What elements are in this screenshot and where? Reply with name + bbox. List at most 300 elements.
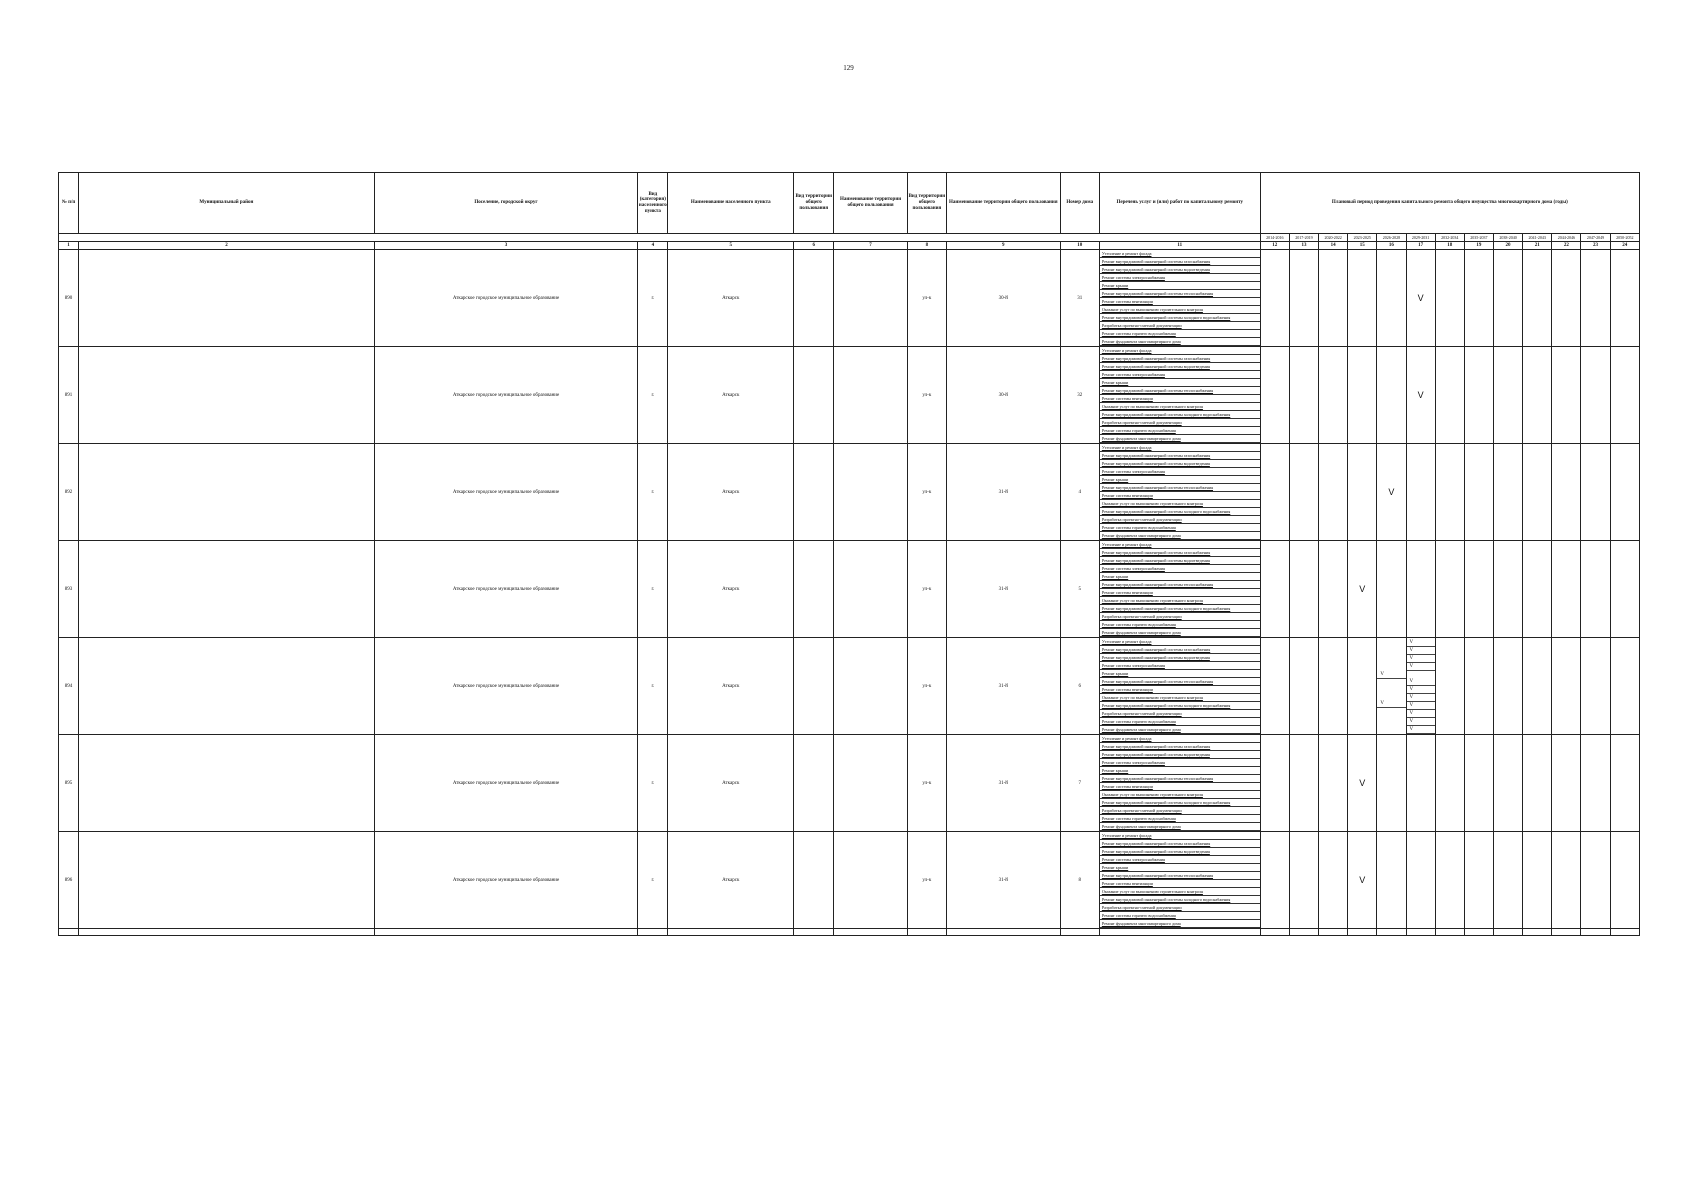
settlement-cell: Аткарское городское муниципальное образование <box>374 250 637 347</box>
work-item: Ремонт системы вентиляции <box>1100 880 1260 888</box>
work-period-mark: V <box>1407 726 1435 734</box>
row-number: 890 <box>59 250 79 347</box>
plan-period-cell <box>1348 735 1377 832</box>
plan-period-cell <box>1464 444 1493 541</box>
plan-period-cell <box>1289 638 1318 735</box>
work-item: Утепление и ремонт фасада <box>1100 541 1260 549</box>
work-item: Ремонт внутридомовой инженерной системы водоотведения <box>1100 848 1260 856</box>
work-item: Ремонт системы вентиляции <box>1100 589 1260 597</box>
work-period-mark <box>1377 715 1405 722</box>
work-period-mark <box>1377 693 1405 700</box>
plan-period-cell <box>1581 250 1610 347</box>
column-number-cell: 3 <box>374 242 637 250</box>
work-item: Ремонт системы вентиляции <box>1100 395 1260 403</box>
territory-name-cell <box>834 638 907 735</box>
work-item: Ремонт крыши <box>1100 282 1260 290</box>
work-item: Ремонт системы вентиляции <box>1100 783 1260 791</box>
work-period-mark: V <box>1407 710 1435 718</box>
continuation-cell <box>1464 929 1493 936</box>
capital-repair-table <box>58 172 1640 936</box>
work-item: Утепление и ремонт фасада <box>1100 832 1260 840</box>
territory-kind-cell <box>794 638 834 735</box>
plan-period-cell <box>1289 444 1318 541</box>
works-list <box>1100 735 1260 831</box>
plan-period-cell <box>1260 444 1289 541</box>
street-name-cell: 31-й <box>946 541 1060 638</box>
work-period-mark: V <box>1407 647 1435 655</box>
plan-period-cell <box>1581 832 1610 929</box>
plan-period-cell <box>1581 541 1610 638</box>
plan-period-cell <box>1348 347 1377 444</box>
street-kind-cell: ул-к <box>907 638 946 735</box>
work-item: Утепление и ремонт фасада <box>1100 638 1260 646</box>
works-list <box>1100 347 1260 443</box>
territory-kind-cell <box>794 541 834 638</box>
plan-period-cell <box>1348 250 1377 347</box>
plan-period-cell <box>1523 347 1552 444</box>
work-period-mark: V <box>1407 639 1435 647</box>
header-territory-name: Наименование территории общего пользования <box>834 173 907 234</box>
plan-period-cell <box>1377 250 1406 347</box>
works-list-cell <box>1099 444 1260 541</box>
year-period-cell: 2047-2049 <box>1581 234 1610 242</box>
district-cell <box>79 347 375 444</box>
work-item: Ремонт внутридомовой инженерной системы теплоснабжения <box>1100 678 1260 686</box>
row-number: 891 <box>59 347 79 444</box>
plan-period-cell <box>1348 638 1377 735</box>
plan-period-cell <box>1523 444 1552 541</box>
plan-period-cell <box>1552 541 1581 638</box>
work-item: Ремонт внутридомовой инженерной системы холодного водоснабжения <box>1100 799 1260 807</box>
continuation-cell <box>1581 929 1610 936</box>
work-item: Ремонт внутридомовой инженерной системы газоснабжения <box>1100 258 1260 266</box>
locality-cell: Аткарск <box>668 541 794 638</box>
plan-period-cell <box>1319 541 1348 638</box>
house-number-cell: 7 <box>1060 735 1099 832</box>
year-period-cell: 2044-2046 <box>1552 234 1581 242</box>
plan-period-cell <box>1406 735 1435 832</box>
plan-period-cell <box>1319 444 1348 541</box>
street-kind-cell: ул-к <box>907 735 946 832</box>
year-period-cell: 2014-2016 <box>1260 234 1289 242</box>
plan-period-cell <box>1610 541 1639 638</box>
settlement-cell: Аткарское городское муниципальное образование <box>374 541 637 638</box>
header-plan-period: Плановый период проведения капитального ремонта общего имущества многоквартирного дома (годы) <box>1260 173 1639 234</box>
column-number-cell: 11 <box>1099 242 1260 250</box>
plan-period-cell <box>1260 735 1289 832</box>
district-cell <box>79 250 375 347</box>
work-item: Ремонт системы электроснабжения <box>1100 759 1260 767</box>
plan-period-cell <box>1552 444 1581 541</box>
work-item: Ремонт системы электроснабжения <box>1100 856 1260 864</box>
work-item: Ремонт системы горячего водоснабжения <box>1100 912 1260 920</box>
work-period-mark <box>1377 664 1405 671</box>
work-period-mark: V <box>1407 663 1435 671</box>
work-item: Ремонт крыши <box>1100 476 1260 484</box>
plan-period-cell <box>1319 735 1348 832</box>
territory-kind-cell <box>794 444 834 541</box>
locality-cell: Аткарск <box>668 832 794 929</box>
work-item: Ремонт системы вентиляции <box>1100 298 1260 306</box>
work-item: Оказание услуг по выполнению строительного контроля <box>1100 597 1260 605</box>
house-number-cell: 8 <box>1060 832 1099 929</box>
work-period-mark <box>1377 679 1405 686</box>
plan-period-cell <box>1377 735 1406 832</box>
plan-period-cell <box>1552 735 1581 832</box>
continuation-cell <box>59 929 79 936</box>
continuation-cell <box>668 929 794 936</box>
plan-period-cell <box>1348 444 1377 541</box>
plan-period-cell <box>1435 638 1464 735</box>
plan-period-cell <box>1435 347 1464 444</box>
capital-repair-table-sheet <box>58 172 1640 936</box>
header-number: № п/п <box>59 173 79 234</box>
plan-period-cell <box>1610 638 1639 735</box>
continuation-cell <box>907 929 946 936</box>
plan-period-cell <box>1289 541 1318 638</box>
house-number-cell: 31 <box>1060 250 1099 347</box>
plan-period-cell <box>1260 347 1289 444</box>
year-period-cell: 2041-2043 <box>1523 234 1552 242</box>
house-number-cell: 5 <box>1060 541 1099 638</box>
row-number: 895 <box>59 735 79 832</box>
header-row <box>59 173 1640 234</box>
work-item: Ремонт крыши <box>1100 670 1260 678</box>
territory-name-cell <box>834 832 907 929</box>
continuation-cell <box>1060 929 1099 936</box>
table-row <box>59 250 1640 347</box>
plan-period-cell <box>1552 250 1581 347</box>
house-number-cell: 32 <box>1060 347 1099 444</box>
years-row <box>59 234 1640 242</box>
territory-kind-cell <box>794 250 834 347</box>
plan-period-cell <box>1464 832 1493 929</box>
plan-period-cell <box>1552 347 1581 444</box>
column-number-cell: 9 <box>946 242 1060 250</box>
continuation-cell <box>1099 929 1260 936</box>
plan-period-split-cell <box>1406 638 1435 735</box>
works-list-cell <box>1099 347 1260 444</box>
continuation-cell <box>946 929 1060 936</box>
plan-period-cell <box>1581 638 1610 735</box>
column-number-cell: 1 <box>59 242 79 250</box>
year-period-cell: 2017-2019 <box>1289 234 1318 242</box>
work-period-mark: V <box>1407 678 1435 686</box>
work-item: Ремонт фундамента многоквартирного дома <box>1100 532 1260 540</box>
column-number-row <box>59 242 1640 250</box>
work-item: Ремонт фундамента многоквартирного дома <box>1100 920 1260 928</box>
column-number-cell: 18 <box>1435 242 1464 250</box>
work-item: Оказание услуг по выполнению строительного контроля <box>1100 888 1260 896</box>
continuation-cell <box>1435 929 1464 936</box>
work-item: Утепление и ремонт фасада <box>1100 250 1260 258</box>
column-number-cell: 4 <box>638 242 668 250</box>
work-item: Ремонт внутридомовой инженерной системы газоснабжения <box>1100 743 1260 751</box>
row-number: 896 <box>59 832 79 929</box>
work-item: Ремонт внутридомовой инженерной системы холодного водоснабжения <box>1100 314 1260 322</box>
work-item: Ремонт системы электроснабжения <box>1100 371 1260 379</box>
column-number-cell: 22 <box>1552 242 1581 250</box>
district-cell <box>79 541 375 638</box>
territory-kind-cell <box>794 347 834 444</box>
street-name-cell: 31-й <box>946 735 1060 832</box>
work-item: Ремонт внутридомовой инженерной системы холодного водоснабжения <box>1100 702 1260 710</box>
work-period-mark: V <box>1407 655 1435 663</box>
works-list-cell <box>1099 541 1260 638</box>
district-cell <box>79 638 375 735</box>
works-list <box>1100 541 1260 637</box>
period-mark: V <box>1359 778 1366 788</box>
column-number-cell: 16 <box>1377 242 1406 250</box>
work-item: Ремонт крыши <box>1100 379 1260 387</box>
plan-period-cell <box>1289 347 1318 444</box>
table-body <box>59 250 1640 936</box>
table-row-continuation <box>59 929 1640 936</box>
continuation-cell <box>1319 929 1348 936</box>
plan-period-cell <box>1377 832 1406 929</box>
column-number-cell: 20 <box>1493 242 1522 250</box>
work-item: Ремонт внутридомовой инженерной системы водоотведения <box>1100 557 1260 565</box>
plan-period-cell <box>1581 444 1610 541</box>
work-item: Ремонт крыши <box>1100 767 1260 775</box>
continuation-cell <box>1348 929 1377 936</box>
house-number-cell: 4 <box>1060 444 1099 541</box>
work-item: Ремонт фундамента многоквартирного дома <box>1100 726 1260 734</box>
table-row <box>59 444 1640 541</box>
plan-period-cell <box>1523 541 1552 638</box>
work-item: Ремонт внутридомовой инженерной системы водоотведения <box>1100 363 1260 371</box>
settlement-cell: Аткарское городское муниципальное образование <box>374 638 637 735</box>
street-kind-cell: ул-к <box>907 347 946 444</box>
continuation-cell <box>638 929 668 936</box>
plan-period-cell <box>1289 735 1318 832</box>
years-row-blank <box>59 234 1261 242</box>
work-item: Ремонт фундамента многоквартирного дома <box>1100 338 1260 346</box>
locality-kind-cell: г. <box>638 832 668 929</box>
street-name-cell: 31-й <box>946 638 1060 735</box>
work-item: Ремонт системы горячего водоснабжения <box>1100 330 1260 338</box>
plan-period-cell <box>1464 541 1493 638</box>
plan-period-cell <box>1523 638 1552 735</box>
work-item: Ремонт внутридомовой инженерной системы теплоснабжения <box>1100 484 1260 492</box>
street-kind-cell: ул-к <box>907 832 946 929</box>
header-street-name: Наименование территории общего пользования <box>946 173 1060 234</box>
period-mark: V <box>1359 584 1366 594</box>
work-item: Оказание услуг по выполнению строительного контроля <box>1100 403 1260 411</box>
table-row <box>59 347 1640 444</box>
row-number: 894 <box>59 638 79 735</box>
column-number-cell: 12 <box>1260 242 1289 250</box>
plan-period-cell <box>1319 347 1348 444</box>
work-item: Ремонт системы электроснабжения <box>1100 565 1260 573</box>
column-number-cell: 24 <box>1610 242 1639 250</box>
row-number: 892 <box>59 444 79 541</box>
plan-period-cell <box>1435 735 1464 832</box>
street-name-cell: 31-й <box>946 444 1060 541</box>
work-item: Ремонт системы электроснабжения <box>1100 468 1260 476</box>
work-item: Ремонт внутридомовой инженерной системы холодного водоснабжения <box>1100 896 1260 904</box>
header-territory-kind: Вид территории общего пользования <box>794 173 834 234</box>
continuation-cell <box>794 929 834 936</box>
work-item: Ремонт внутридомовой инженерной системы теплоснабжения <box>1100 775 1260 783</box>
column-number-cell: 7 <box>834 242 907 250</box>
year-period-cell: 2020-2022 <box>1319 234 1348 242</box>
year-period-cell: 2023-2025 <box>1348 234 1377 242</box>
work-item: Ремонт внутридомовой инженерной системы водоотведения <box>1100 460 1260 468</box>
locality-cell: Аткарск <box>668 638 794 735</box>
year-period-cell: 2050-2052 <box>1610 234 1639 242</box>
plan-period-cell <box>1377 541 1406 638</box>
plan-period-cell <box>1406 347 1435 444</box>
plan-period-cell <box>1610 444 1639 541</box>
work-item: Ремонт системы вентиляции <box>1100 686 1260 694</box>
continuation-cell <box>374 929 637 936</box>
plan-period-cell <box>1581 347 1610 444</box>
street-name-cell: 30-й <box>946 250 1060 347</box>
work-item: Ремонт внутридомовой инженерной системы газоснабжения <box>1100 452 1260 460</box>
works-list <box>1100 444 1260 540</box>
works-list <box>1100 250 1260 346</box>
column-number-cell: 17 <box>1406 242 1435 250</box>
territory-name-cell <box>834 735 907 832</box>
work-item: Ремонт системы горячего водоснабжения <box>1100 718 1260 726</box>
work-item: Ремонт внутридомовой инженерной системы водоотведения <box>1100 751 1260 759</box>
year-period-cell: 2032-2034 <box>1435 234 1464 242</box>
column-number-cell: 2 <box>79 242 375 250</box>
work-item: Ремонт внутридомовой инженерной системы газоснабжения <box>1100 549 1260 557</box>
year-period-cell: 2026-2028 <box>1377 234 1406 242</box>
territory-kind-cell <box>794 832 834 929</box>
work-item: Ремонт системы электроснабжения <box>1100 662 1260 670</box>
plan-period-cell <box>1610 250 1639 347</box>
work-item: Ремонт внутридомовой инженерной системы теплоснабжения <box>1100 872 1260 880</box>
works-list-cell <box>1099 638 1260 735</box>
header-street-kind: Вид территории общего пользования <box>907 173 946 234</box>
continuation-cell <box>1377 929 1406 936</box>
territory-name-cell <box>834 347 907 444</box>
territory-kind-cell <box>794 735 834 832</box>
work-period-mark <box>1377 722 1405 729</box>
work-item: Ремонт системы горячего водоснабжения <box>1100 524 1260 532</box>
work-marks-list <box>1407 639 1435 734</box>
plan-period-cell <box>1493 832 1522 929</box>
table-row <box>59 638 1640 735</box>
work-item: Ремонт внутридомовой инженерной системы водоотведения <box>1100 266 1260 274</box>
settlement-cell: Аткарское городское муниципальное образование <box>374 444 637 541</box>
plan-period-cell <box>1493 347 1522 444</box>
work-period-mark <box>1377 708 1405 715</box>
plan-period-cell <box>1406 541 1435 638</box>
district-cell <box>79 735 375 832</box>
table-row <box>59 735 1640 832</box>
settlement-cell: Аткарское городское муниципальное образование <box>374 347 637 444</box>
locality-cell: Аткарск <box>668 347 794 444</box>
work-item: Оказание услуг по выполнению строительного контроля <box>1100 306 1260 314</box>
plan-period-cell <box>1406 444 1435 541</box>
plan-period-cell <box>1260 832 1289 929</box>
plan-period-cell <box>1610 832 1639 929</box>
work-period-mark <box>1377 657 1405 664</box>
plan-period-cell <box>1464 250 1493 347</box>
settlement-cell: Аткарское городское муниципальное образование <box>374 832 637 929</box>
locality-kind-cell: г. <box>638 541 668 638</box>
plan-period-cell <box>1493 541 1522 638</box>
works-list-cell <box>1099 735 1260 832</box>
plan-period-cell <box>1289 832 1318 929</box>
plan-period-cell <box>1610 735 1639 832</box>
work-item: Ремонт внутридомовой инженерной системы холодного водоснабжения <box>1100 605 1260 613</box>
work-item: Ремонт внутридомовой инженерной системы водоотведения <box>1100 654 1260 662</box>
territory-name-cell <box>834 444 907 541</box>
plan-period-cell <box>1493 638 1522 735</box>
work-item: Ремонт фундамента многоквартирного дома <box>1100 629 1260 637</box>
column-number-cell: 5 <box>668 242 794 250</box>
work-period-mark: V <box>1407 702 1435 710</box>
plan-period-cell <box>1260 250 1289 347</box>
plan-period-cell <box>1610 347 1639 444</box>
plan-period-cell <box>1377 347 1406 444</box>
work-item: Ремонт внутридомовой инженерной системы газоснабжения <box>1100 840 1260 848</box>
period-mark: V <box>1388 487 1395 497</box>
settlement-cell: Аткарское городское муниципальное образование <box>374 735 637 832</box>
period-mark: V <box>1359 875 1366 885</box>
plan-period-cell <box>1523 832 1552 929</box>
period-mark: V <box>1417 293 1424 303</box>
work-period-mark: V <box>1377 700 1405 708</box>
locality-kind-cell: г. <box>638 444 668 541</box>
work-item: Ремонт внутридомовой инженерной системы теплоснабжения <box>1100 290 1260 298</box>
street-kind-cell: ул-к <box>907 250 946 347</box>
work-item: Оказание услуг по выполнению строительного контроля <box>1100 791 1260 799</box>
work-period-mark <box>1377 643 1405 650</box>
column-number-cell: 21 <box>1523 242 1552 250</box>
work-period-mark: V <box>1407 694 1435 702</box>
plan-period-split-cell <box>1377 638 1406 735</box>
work-period-mark: V <box>1377 671 1405 679</box>
work-item: Разработка проектно-сметной документации <box>1100 322 1260 330</box>
continuation-cell <box>1493 929 1522 936</box>
work-item: Ремонт внутридомовой инженерной системы газоснабжения <box>1100 355 1260 363</box>
work-item: Ремонт внутридомовой инженерной системы холодного водоснабжения <box>1100 508 1260 516</box>
work-period-mark: V <box>1407 686 1435 694</box>
work-item: Ремонт внутридомовой инженерной системы холодного водоснабжения <box>1100 411 1260 419</box>
plan-period-cell <box>1319 638 1348 735</box>
works-list <box>1100 638 1260 734</box>
work-item: Оказание услуг по выполнению строительного контроля <box>1100 694 1260 702</box>
work-item: Разработка проектно-сметной документации <box>1100 419 1260 427</box>
header-district: Муниципальный район <box>79 173 375 234</box>
header-house: Номер дома <box>1060 173 1099 234</box>
territory-name-cell <box>834 250 907 347</box>
plan-period-cell <box>1319 250 1348 347</box>
work-period-mark <box>1407 671 1435 678</box>
column-number-cell: 10 <box>1060 242 1099 250</box>
work-item: Ремонт системы горячего водоснабжения <box>1100 621 1260 629</box>
column-number-cell: 8 <box>907 242 946 250</box>
work-period-mark: V <box>1407 718 1435 726</box>
works-list-cell <box>1099 250 1260 347</box>
locality-cell: Аткарск <box>668 735 794 832</box>
work-item: Разработка проектно-сметной документации <box>1100 807 1260 815</box>
continuation-cell <box>1552 929 1581 936</box>
locality-kind-cell: г. <box>638 638 668 735</box>
continuation-cell <box>1610 929 1639 936</box>
column-number-cell: 6 <box>794 242 834 250</box>
table-row <box>59 832 1640 929</box>
plan-period-cell <box>1493 250 1522 347</box>
works-list-cell <box>1099 832 1260 929</box>
plan-period-cell <box>1464 347 1493 444</box>
